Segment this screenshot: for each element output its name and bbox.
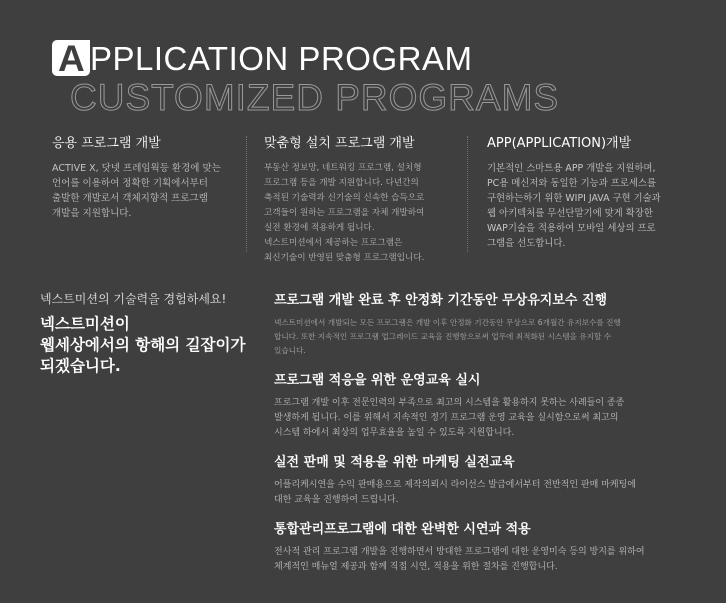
- left-lead-text: 넥스트미션의 기술력을 경험하세요!: [40, 292, 227, 306]
- feature-line: 시스템 하에서 최상의 업무효율을 높일 수 있도록 지원합니다.: [274, 428, 515, 438]
- feature-line: 발생하게 됩니다. 이를 위해서 지속적인 정기 프로그램 운영 교육을 실시함으로써 최고의: [274, 413, 619, 423]
- feature-line: 대한 교육을 진행하여 드립니다.: [274, 495, 399, 505]
- column-line: 기본적인 스마트용 APP 개발을 지원하며,: [487, 163, 656, 174]
- service-column-application: [52, 132, 234, 221]
- slogan-line: 넥스트미션이: [40, 315, 130, 333]
- feature-operation-training: [274, 369, 674, 441]
- hero-title: PPLICATION PROGRAM: [90, 40, 473, 77]
- column-line: 프로그램 등을 개발 지원합니다. 다년간의: [264, 178, 419, 188]
- feature-line: 체계적인 매뉴얼 제공과 함께 직접 시연, 적용을 위한 절차를 진행합니다.: [274, 562, 558, 572]
- feature-text: [274, 478, 674, 508]
- feature-text: [274, 316, 674, 358]
- column-title: 맞춤형 설치 프로그램 개발: [264, 136, 415, 151]
- service-column-custom-install: [264, 132, 450, 266]
- column-line: 구현하는하기 위한 WIPI JAVA 구현 기술과: [487, 193, 661, 204]
- column-line: 최신기술이 반영된 맞춤형 프로그램입니다.: [264, 253, 425, 263]
- logo-a-mark: [52, 38, 90, 79]
- feature-line: 넥스트미션에서 개발되는 모든 프로그램은 개발 이후 안정화 기간동안 무상으로 6개월간 유지보수를 진행: [274, 318, 621, 327]
- column-line: 언어를 이용하여 정확한 기획에서부터: [52, 178, 208, 189]
- column-title: 응용 프로그램 개발: [52, 136, 161, 151]
- feature-marketing-training: [274, 451, 674, 508]
- column-line: 축적된 기술력과 신기술의 신속한 습득으로: [264, 193, 425, 203]
- column-line: ACTIVE X, 닷넷 프레임웍등 환경에 맞는: [52, 163, 221, 174]
- feature-title: 프로그램 적응을 위한 운영교육 실시: [274, 373, 481, 388]
- slogan-line: 웹세상에서의 항해의 길잡이가: [40, 336, 246, 354]
- feature-line: 프로그램 개발 이후 전문인력의 부족으로 최고의 시스템을 활용하지 못하는 사례들이 종종: [274, 398, 625, 408]
- service-column-app: [487, 132, 672, 251]
- feature-text: [274, 396, 674, 441]
- column-title: APP(APPLICATION)개발: [487, 136, 632, 151]
- feature-title: 프로그램 개발 완료 후 안정화 기간동안 무상유지보수 진행: [274, 293, 608, 308]
- column-text: [264, 161, 450, 266]
- column-line: 실전 환경에 적용하게 됩니다.: [264, 223, 375, 233]
- column-text: [52, 161, 234, 221]
- column-line: 고객들이 원하는 프로그램을 자체 개발하여: [264, 208, 425, 218]
- column-line: 개발을 지원합니다.: [52, 208, 132, 219]
- column-line: 부동산 정보망, 네트워킹 프로그램, 설치형: [264, 163, 422, 173]
- column-line: 출발한 개발로서 객체지향적 프로그램: [52, 193, 208, 204]
- column-divider: [246, 136, 248, 252]
- column-line: PC용 메신저와 동일한 기능과 프로세스를: [487, 178, 657, 189]
- slogan-line: 되겠습니다.: [40, 357, 121, 375]
- column-line: 넥스트미션에서 제공하는 프로그램은: [264, 238, 403, 248]
- hero-subtitle: CUSTOMIZED PROGRAMS: [70, 77, 560, 118]
- feature-line: 합니다. 또한 지속적인 프로그램 업그레이드 교육을 진행함으로써 업무에 최적화된 시스템을 유지할 수: [274, 332, 612, 341]
- feature-title: 통합관리프로그램에 대한 완벽한 시연과 적용: [274, 522, 531, 537]
- logo-letter: A: [58, 38, 85, 79]
- feature-integrated-management: [274, 518, 674, 575]
- column-line: 그램을 선도합니다.: [487, 238, 566, 249]
- column-text: [487, 161, 672, 251]
- feature-title: 실전 판매 및 적용을 위한 마케팅 실전교육: [274, 455, 515, 470]
- feature-line: 있습니다.: [274, 346, 306, 355]
- column-line: WAP기술을 적용하여 모바일 세상의 프로: [487, 223, 656, 234]
- feature-maintenance: [274, 289, 674, 358]
- feature-line: 전사적 관리 프로그램 개발을 진행하면서 방대한 프로그램에 대한 운영미숙 등의 방지를 위하여: [274, 547, 645, 557]
- feature-text: [274, 545, 674, 575]
- column-divider: [467, 136, 469, 252]
- column-line: 웹 아키텍처를 무선단말기에 맞게 확장한: [487, 208, 653, 219]
- left-slogan: [40, 314, 260, 377]
- feature-line: 어플리케시연을 수익 판매용으로 제작의뢰시 라이선스 발급에서부터 전반적인 판매 마케팅에: [274, 480, 636, 490]
